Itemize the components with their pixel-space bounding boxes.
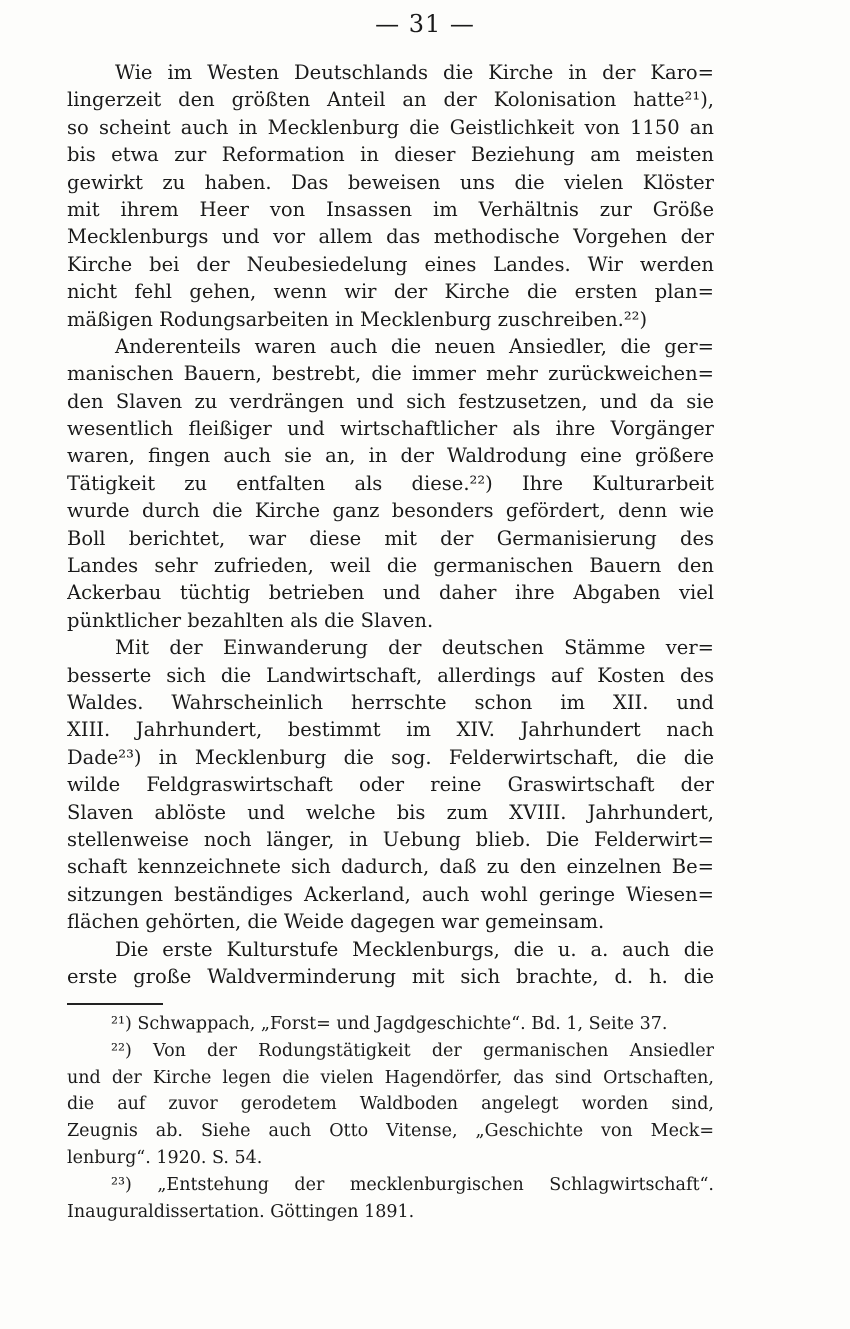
- text-line: Slaven ablöste und welche bis zum XVIII. Jahrhundert,: [67, 800, 714, 824]
- text-line: Mit der Einwanderung der deutschen Stämme ver=: [115, 636, 714, 660]
- text-line: erste große Waldverminderung mit sich brachte, d. h. die: [67, 964, 714, 988]
- text-line: besserte sich die Landwirtschaft, allerdings auf Kosten des: [67, 663, 714, 687]
- footnote-line: die auf zuvor gerodetem Waldboden angelegt worden sind,: [67, 1094, 714, 1115]
- footnote-divider: [67, 1003, 163, 1005]
- text-line: Kirche bei der Neubesiedelung eines Landes. Wir werden: [67, 252, 714, 276]
- text-line: wurde durch die Kirche ganz besonders gefördert, denn wie: [67, 499, 714, 523]
- text-line: sitzungen beständiges Ackerland, auch wohl geringe Wiesen=: [67, 882, 714, 906]
- text-line: wesentlich fleißiger und wirtschaftlicher als ihre Vorgänger: [67, 417, 714, 441]
- text-line: den Slaven zu verdrängen und sich festzusetzen, und da sie: [67, 389, 714, 413]
- text-line: Boll berichtet, war diese mit der Germanisierung des: [67, 526, 714, 550]
- footnote-line: ²³) „Entstehung der mecklenburgischen Schlagwirtschaft“.: [111, 1174, 714, 1195]
- text-line: bis etwa zur Reformation in dieser Beziehung am meisten: [67, 143, 714, 167]
- footnote-line: und der Kirche legen die vielen Hagendörfer, das sind Ortschaften,: [67, 1067, 714, 1088]
- text-line: pünktlicher bezahlten als die Slaven.: [67, 608, 434, 632]
- footnote-line: lenburg“. 1920. S. 54.: [67, 1147, 263, 1168]
- text-line: mäßigen Rodungsarbeiten in Mecklenburg zuschreiben.²²): [67, 307, 648, 331]
- text-line: stellenweise noch länger, in Uebung blieb. Die Felderwirt=: [67, 827, 714, 851]
- footnote-line: ²¹) Schwappach, „Forst= und Jagdgeschichte“. Bd. 1, Seite 37.: [111, 1014, 668, 1034]
- text-line: Ackerbau tüchtig betrieben und daher ihre Abgaben viel: [67, 581, 714, 605]
- text-line: Dade²³) in Mecklenburg die sog. Felderwirtschaft, die die: [67, 745, 714, 769]
- text-line: XIII. Jahrhundert, bestimmt im XIV. Jahrhundert nach: [67, 718, 714, 742]
- text-line: wilde Feldgraswirtschaft oder reine Graswirtschaft der: [67, 773, 714, 797]
- text-line: so scheint auch in Mecklenburg die Geistlichkeit von 1150 an: [67, 115, 714, 139]
- text-line: gewirkt zu haben. Das beweisen uns die vielen Klöster: [67, 170, 714, 194]
- text-line: flächen gehörten, die Weide dagegen war gemeinsam.: [67, 910, 605, 934]
- text-line: Landes sehr zufrieden, weil die germanischen Bauern den: [67, 554, 714, 578]
- footnote-line: Inauguraldissertation. Göttingen 1891.: [67, 1201, 415, 1222]
- text-line: Die erste Kulturstufe Mecklenburgs, die u. a. auch die: [115, 937, 714, 961]
- text-line: lingerzeit den größten Anteil an der Kolonisation hatte²¹),: [67, 88, 714, 112]
- text-line: Anderenteils waren auch die neuen Ansiedler, die ger=: [115, 334, 714, 358]
- text-line: Wie im Westen Deutschlands die Kirche in der Karo=: [115, 61, 714, 84]
- footnote-line: Zeugnis ab. Siehe auch Otto Vitense, „Geschichte von Meck=: [67, 1121, 714, 1142]
- text-line: Waldes. Wahrscheinlich herrschte schon im XII. und: [67, 690, 714, 714]
- footnote-line: ²²) Von der Rodungstätigkeit der germanischen Ansiedler: [111, 1040, 714, 1061]
- text-line: mit ihrem Heer von Insassen im Verhältnis zur Größe: [67, 197, 714, 221]
- body-text: [67, 59, 714, 990]
- text-line: Mecklenburgs und vor allem das methodische Vorgehen der: [67, 225, 714, 249]
- text-line: waren, fingen auch sie an, in der Waldrodung eine größere: [67, 444, 714, 468]
- text-line: Tätigkeit zu entfalten als diese.²²) Ihre Kulturarbeit: [67, 471, 714, 495]
- page-number: — 31 —: [375, 10, 475, 38]
- footnotes: [67, 1011, 714, 1225]
- text-line: manischen Bauern, bestrebt, die immer mehr zurückweichen=: [67, 362, 714, 386]
- text-line: schaft kennzeichnete sich dadurch, daß zu den einzelnen Be=: [67, 855, 714, 879]
- text-line: nicht fehl gehen, wenn wir der Kirche die ersten plan=: [67, 280, 714, 304]
